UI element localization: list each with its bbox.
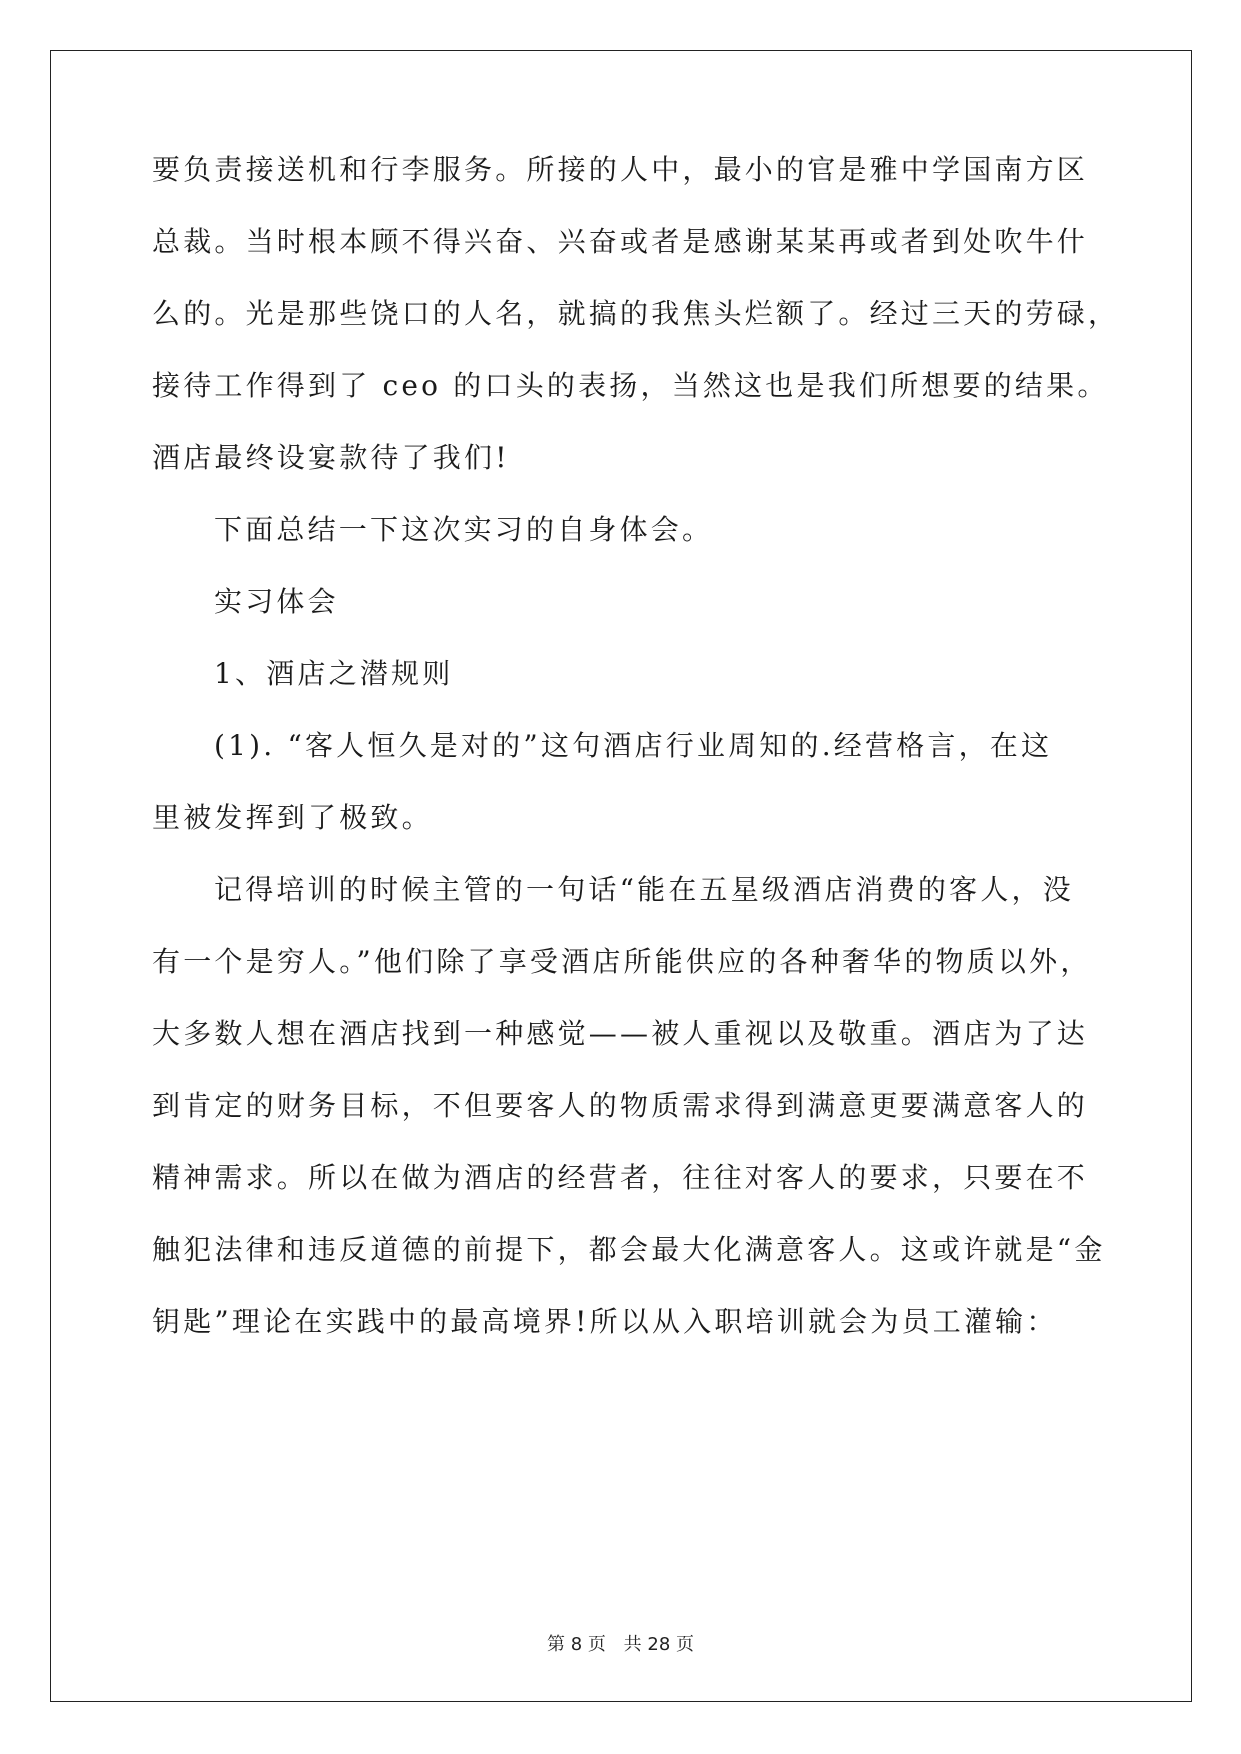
text-line: 酒店最终设宴款待了我们!	[152, 441, 510, 474]
text-line: 精神需求。所以在做为酒店的经营者，往往对客人的要求，只要在不	[152, 1161, 1089, 1194]
page-number: 第 8 页	[547, 1634, 606, 1655]
text-line: 有一个是穷人。”他们除了享受酒店所能供应的各种奢华的物质以外，	[152, 945, 1092, 978]
text-line: 么的。光是那些饶口的人名，就搞的我焦头烂额了。经过三天的劳碌，	[152, 297, 1120, 330]
text-line: 钥匙”理论在实践中的最高境界!所以从入职培训就会为员工灌输：	[152, 1305, 1058, 1338]
text-line: 触犯法律和违反道德的前提下，都会最大化满意客人。这或许就是“金	[152, 1233, 1106, 1266]
text-line: 接待工作得到了 ceo 的口头的表扬，当然这也是我们所想要的结果。	[152, 369, 1109, 402]
text-line: 总裁。当时根本顾不得兴奋、兴奋或者是感谢某某再或者到处吹牛什	[152, 225, 1089, 258]
text-line: 到肯定的财务目标，不但要客人的物质需求得到满意更要满意客人的	[152, 1089, 1089, 1122]
text-line: 要负责接送机和行李服务。所接的人中，最小的官是雅中学国南方区	[152, 153, 1089, 186]
page-footer	[0, 1630, 1241, 1656]
total-pages: 共 28 页	[623, 1634, 694, 1655]
text-line: 里被发挥到了极致。	[152, 801, 433, 834]
text-line: 下面总结一下这次实习的自身体会。	[214, 513, 714, 546]
text-line: 大多数人想在酒店找到一种感觉——被人重视以及敬重。酒店为了达	[152, 1017, 1089, 1050]
text-line: 记得培训的时候主管的一句话“能在五星级酒店消费的客人，没	[214, 873, 1074, 906]
section-heading: 实习体会	[214, 585, 339, 618]
text-line: (1). “客人恒久是对的”这句酒店行业周知的.经营格言，在这	[214, 729, 1053, 762]
subsection-heading: 1、酒店之潜规则	[214, 657, 454, 690]
